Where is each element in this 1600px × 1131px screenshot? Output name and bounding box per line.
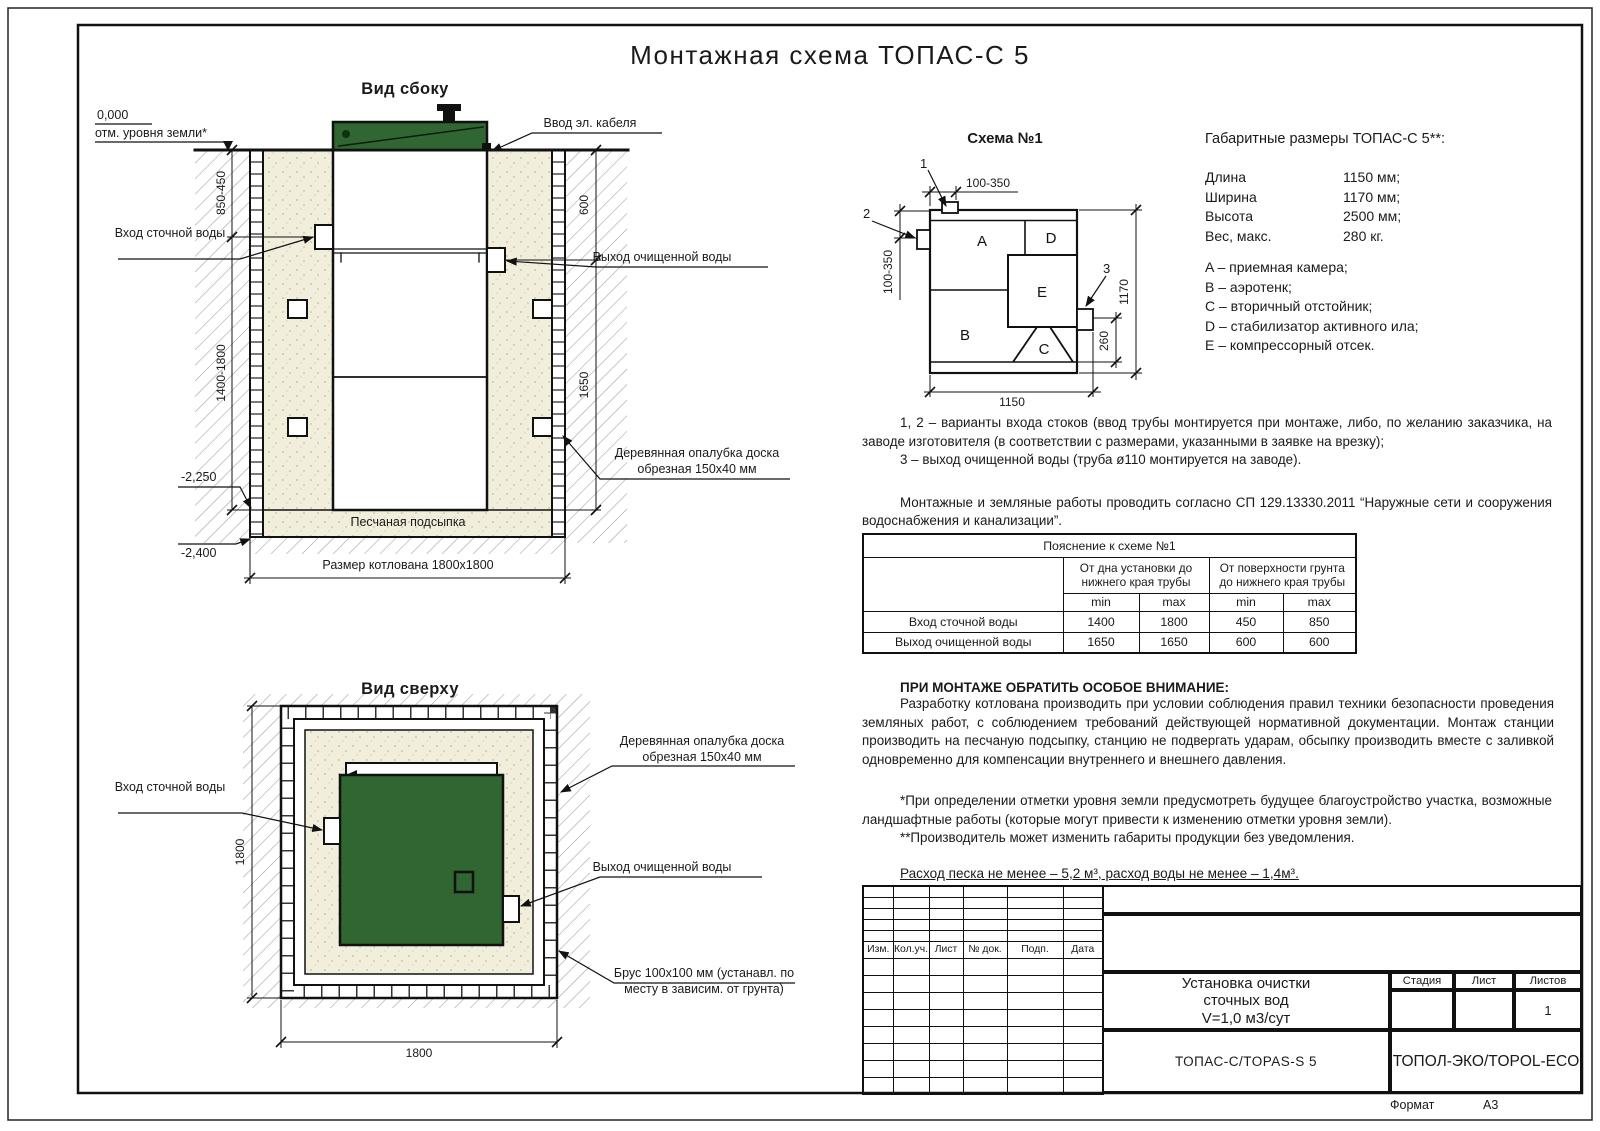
cable-entry-point [482,143,491,151]
dim-schema-right: 1170 [1117,279,1131,305]
earth-hatch-bottom [250,537,565,554]
dim-pit-width: 1800 [405,1046,433,1060]
dim-pit-height: 1800 [233,838,247,866]
consumption-note: Расход песка не менее – 5,2 м³, расход воды не менее – 1,4м³. [900,865,1299,881]
sheets-value: 1 [1514,990,1582,1030]
col-min: min [1063,593,1139,611]
doc-title-cell [1102,972,1390,1030]
compartment-c-label: C [1038,341,1050,358]
lid-edge-strip [346,763,497,775]
footnotes-block [862,792,1552,881]
table-row [863,632,1356,653]
specs-rows [1205,168,1401,246]
legend-item: C – вторичный отстойник; [1205,298,1373,314]
attention-title: ПРИ МОНТАЖЕ ОБРАТИТЬ ОСОБОЕ ВНИМАНИЕ: [900,680,1230,695]
col-group-2: От поверхности грунта до нижнего края трубы [1209,557,1356,593]
col-group-1: От дна установки до нижнего края трубы [1063,557,1209,593]
stage-value [1390,990,1454,1030]
model-cell: ТОПАС-С/TOPAS-S 5 [1102,1030,1390,1093]
compartment-e-label: E [1036,284,1048,301]
inlet-label: Вход сточной воды [114,226,226,240]
ground-level-label: отм. уровня земли* [95,126,208,140]
spec-value: 1150 мм; [1343,169,1401,185]
level-2400: -2,400 [181,546,217,560]
legend-item: D – стабилизатор активного ила; [1205,317,1419,334]
tank-body [333,150,487,510]
company-cell: ТОПОЛ-ЭКО/TOPOL-ECO [1390,1030,1582,1093]
side-view-title: Вид сбоку [361,80,449,98]
stamp-strip-2 [1102,914,1582,972]
inlet-nozzle [315,225,333,249]
formwork-left [250,150,263,537]
dim-schema-left: 100-350 [881,249,895,295]
legend-item: B – аэротенк; [1205,278,1292,295]
row-value: 600 [1209,632,1283,653]
row-value: 850 [1283,611,1356,632]
side-view-drawing [195,104,628,554]
stamp-strip-1 [1102,885,1582,914]
sand-backfill-right [487,150,552,510]
dim-right-upper: 600 [577,194,591,216]
schema-title: Схема №1 [967,130,1043,147]
table-title: Пояснение к схеме №1 [863,534,1356,557]
spec-value: 280 кг. [1343,227,1384,244]
sheet-value [1454,990,1514,1030]
vent-stem [443,111,455,122]
brace-block [288,300,307,318]
compartment-legend [1205,258,1419,356]
explanation-table [862,533,1357,654]
row-value: 1400 [1063,611,1139,632]
vent-cap [437,104,461,111]
dim-schema-bottom: 1150 [999,395,1025,409]
callout-2: 2 [863,206,871,221]
note-outlet: 3 – выход очищенной воды (труба ø110 монтируется на заводе). [900,452,1302,468]
col-max: max [1139,593,1209,611]
stamp-header: Подп. [1007,941,1063,958]
spec-row [1205,168,1401,188]
stamp-revision-table [862,885,1104,1095]
specs-title: Габаритные размеры ТОПАС-С 5**: [1205,131,1446,147]
footnote-1: *При определении отметки уровня земли предусмотреть будущее благоустройство участка, возможные ландшафтные работы (которые могут привести к изменению отметки уровня земли). [862,793,1552,827]
top-view-drawing [243,694,590,1008]
outlet-stub-3 [1077,309,1093,330]
brace-block [533,300,552,318]
compartment-d-label: D [1045,230,1057,247]
note-works: Монтажные и земляные работы проводить согласно СП 129.13330.2011 “Наружные сети и сооружения водоснабжения и канализации”. [862,494,1552,529]
compartment-b-label: B [959,327,971,344]
legend-item: A – приемная камера; [1205,259,1348,275]
sheet-header: Лист [1454,972,1514,990]
format-label: Формат [1390,1098,1435,1112]
dim-schema-top: 100-350 [965,176,1011,190]
dim-depth-lower: 1400-1800 [214,344,228,402]
attention-body: Разработку котлована производить при условии соблюдения правил техники безопасности проведения земляных работ, с соблюдением требований действующей нормативной документации. Монтаж станции производить на песчаную подсыпку, станцию не подвергать ударам, обсыпку производить вместе с заливкой одновременно для компенсации внутреннего и внешнего давления. [862,696,1554,767]
stamp-header: № док. [963,941,1007,958]
formwork-label-top: Деревянная опалубка доска обрезная 150x40 мм [619,734,785,764]
table-row [863,611,1356,632]
doc-title-line: Установка очистки [1181,974,1311,992]
table-corner-cell [863,557,1063,611]
sand-backfill-left [263,150,333,510]
spec-row [1205,207,1401,227]
spec-value: 2500 мм; [1343,208,1402,224]
row-name: Выход очищенной воды [863,632,1063,653]
dim-depth-upper: 850-450 [214,170,228,216]
attention-block [862,680,1554,769]
spec-value: 1170 мм; [1343,188,1401,205]
outlet-nozzle [487,248,505,272]
row-value: 1650 [1063,632,1139,653]
stamp-header: Изм. [863,941,893,958]
dim-right-lower: 1650 [577,371,591,399]
notes-block [862,414,1552,531]
zero-mark: 0,000 [97,108,129,122]
formwork-leader-top [561,766,795,792]
brace-block [533,418,552,436]
cable-entry-label: Ввод эл. кабеля [543,116,637,130]
spec-row [1205,188,1401,208]
legend-item: E – компрессорный отсек. [1205,337,1375,353]
row-name: Вход сточной воды [863,611,1063,632]
dim-schema-260: 260 [1097,330,1111,352]
spec-name: Ширина [1205,188,1257,205]
top-view-title: Вид сверху [361,680,459,698]
col-max: max [1283,593,1356,611]
schema1-drawing [872,170,1142,397]
stamp-header: Кол.уч. [893,941,929,958]
note-variants: 1, 2 – варианты входа стоков (ввод трубы монтируется при монтаже, либо, по желанию заказчика, на заводе изготовителя (в соответствии с размерами, указанными в заявке на врезку); [862,415,1552,449]
pit-size-label: Размер котлована 1800x1800 [322,558,494,572]
compartment-a-label: A [976,233,988,250]
callout-3: 3 [1103,261,1111,276]
inlet-stub-2 [917,230,930,249]
spec-name: Вес, макс. [1205,227,1272,244]
formwork-label: Деревянная опалубка доска обрезная 150x40 мм [614,446,780,476]
stamp-header: Дата [1063,941,1103,958]
outlet-label-top: Выход очищенной воды [592,860,732,874]
sheets-header: Листов [1514,972,1582,990]
tank-top [340,775,503,945]
spec-name: Высота [1205,208,1254,224]
doc-title-line: V=1,0 м3/сут [1201,1009,1291,1027]
stamp-header: Лист [929,941,963,958]
spec-name: Длина [1205,169,1246,185]
page-title: Монтажная схема ТОПАС-С 5 [630,40,1030,70]
outlet-label: Выход очищенной воды [592,250,732,264]
stage-header: Стадия [1390,972,1454,990]
stamp-main [1102,885,1582,1093]
cable-leader [492,133,662,151]
callout-1: 1 [920,156,928,171]
sand-bed-label: Песчаная подсыпка [350,515,466,529]
stamp-header-row [863,941,1103,958]
format-value: А3 [1483,1098,1499,1112]
row-value: 600 [1283,632,1356,653]
inlet-nozzle-top [324,818,340,844]
col-min: min [1209,593,1283,611]
formwork-right [552,150,565,537]
outlet-nozzle-top [503,896,519,922]
row-value: 1650 [1139,632,1209,653]
level-2250: -2,250 [181,470,217,484]
doc-title-line: сточных вод [1203,992,1289,1010]
row-value: 1800 [1139,611,1209,632]
timber-label: Брус 100x100 мм (устанавл. по месту в зависим. от грунта) [613,966,795,996]
spec-row [1205,227,1401,247]
brace-block [288,418,307,436]
row-value: 450 [1209,611,1283,632]
inlet-label-top: Вход сточной воды [114,780,226,794]
lid-hinge [342,130,350,138]
footnote-2: **Производитель может изменить габариты продукции без уведомления. [900,830,1355,846]
